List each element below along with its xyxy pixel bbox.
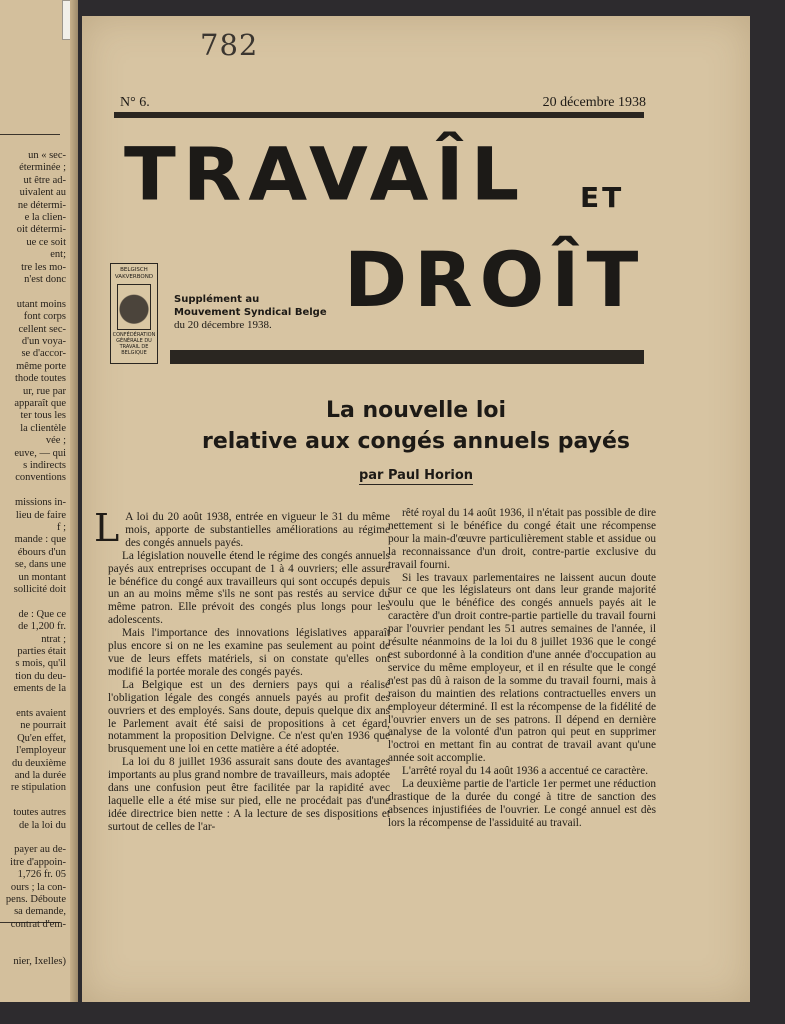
left-page-line: and la durée	[14, 770, 66, 781]
paragraph-text: rêté royal du 14 août 1936, il n'était pas possible de dire nettement si le bénéfice du congé était une récompense pour la main-d'œuvre particulièrement stable et assidue ou la reconnaissance d'un droit, contre-partie exclusive du travail fourni.	[388, 507, 656, 571]
left-page-line: ents avaient	[16, 708, 66, 719]
left-page-line: re stipulation	[10, 782, 66, 794]
left-page-line: éterminée ;	[19, 162, 66, 174]
left-page-line: ur, rue par	[22, 385, 66, 397]
left-page-line: f ;	[56, 522, 66, 533]
left-page-line: tre les mo-	[21, 261, 66, 273]
masthead-title-droit: DROÎT	[344, 235, 646, 324]
article-byline	[82, 468, 750, 483]
left-page-line: parties était	[17, 646, 66, 657]
left-page-line: oit détermi-	[16, 224, 66, 236]
left-page-line: s mois, qu'il	[15, 658, 66, 670]
page-number: 782	[200, 28, 259, 62]
left-page-line: toutes autres	[13, 807, 66, 819]
left-page-line: conventions	[15, 472, 66, 484]
left-page-line: ut être ad-	[23, 174, 66, 186]
left-page-line: pens. Déboute	[5, 894, 66, 905]
article-column-2	[388, 507, 656, 830]
left-page-line: n'est donc	[24, 274, 66, 285]
left-page-line: se, dans une	[14, 559, 66, 571]
left-page-line: 1,726 fr. 05	[17, 869, 66, 881]
paragraph-text: A loi du 20 août 1938, entrée en vigueur le 31 du même mois, apporte de substantielles améliorations au régime des congés annuels payés.	[125, 511, 390, 549]
logo-bottom-text: CONFÉDÉRATION GÉNÉRALE DU TRAVAIL DE BELGIQUE	[112, 332, 156, 356]
left-page-line: ours ; la con-	[10, 881, 66, 893]
article-paragraph	[108, 627, 390, 679]
paragraph-text: Mais l'importance des innovations législatives apparaît plus encore si on ne les examine pas seulement au point de vue de leurs effets matériels, si on constate qu'elles ont modifié la portée morale des congés payés.	[108, 627, 390, 678]
article-paragraph	[388, 765, 656, 778]
left-page-line: l'employeur	[16, 745, 66, 757]
left-page-line: Qu'en effet,	[17, 732, 66, 744]
article-paragraph	[94, 506, 390, 550]
left-page-line: s indirects	[23, 460, 66, 471]
left-page-line: cellent sec-	[18, 323, 66, 335]
left-page-line: d'un voya-	[21, 336, 66, 347]
left-page-line: apparaît que	[14, 398, 66, 409]
logo-top-text: BELGISCH VAKVERBOND	[114, 267, 154, 280]
supplement-line: Supplément au	[174, 294, 260, 305]
left-page-line: ements de la	[13, 683, 66, 695]
left-page-line: e la clien-	[24, 212, 66, 223]
globe-emblem-icon	[117, 284, 151, 330]
left-page-line: ntrat ;	[41, 633, 66, 645]
paragraph-text: La deuxième partie de l'article 1er permet une réduction drastique de la durée du congé à titre de sanction des absences injustifiées de l'ouvrier. Le congé annuel est dès lors la récompense de l'assiduité au travail.	[388, 778, 656, 829]
masthead-title-travail: TRAVAÎL	[124, 131, 527, 217]
left-page-line: mande : que	[14, 534, 66, 546]
paragraph-text: La législation nouvelle étend le régime des congés annuels payés aux entreprises occupant de 1 à 4 ouvriers; elle assure le bénéfice du congé aux travailleurs qui sont occupés depuis un an au moins même s'ils ne sont pas restés au service du même patron. Elle prévoit des congés plus longs pour les adolescents.	[108, 549, 390, 627]
supplement-line: Mouvement Syndical Belge	[174, 306, 327, 318]
left-page-line: ent;	[50, 249, 66, 261]
book-gutter	[70, 0, 78, 1002]
article-column-1	[94, 506, 390, 834]
left-facing-page	[0, 0, 78, 1002]
left-page-line: se d'accor-	[21, 348, 66, 360]
left-page-line: thode toutes	[14, 373, 66, 385]
left-page-line: ue ce soit	[26, 236, 66, 248]
left-page-line: payer au de-	[14, 844, 66, 856]
left-page-line: contrat d'em-	[10, 918, 66, 930]
article-paragraph	[388, 778, 656, 830]
left-page-line: font corps	[23, 311, 66, 323]
article-headline: relative aux congés annuels payés	[201, 429, 631, 454]
left-page-line: sollicité doit	[13, 584, 66, 595]
left-page-line: ébours d'un	[17, 546, 66, 558]
drop-cap: L	[94, 506, 120, 550]
left-page-line: ter tous les	[20, 410, 66, 422]
left-page-line: de : Que ce	[18, 608, 66, 620]
article-paragraph	[108, 756, 390, 833]
paragraph-text: L'arrêté royal du 14 août 1936 a accentué ce caractère.	[402, 765, 649, 778]
left-page-line: la clientèle	[20, 422, 66, 434]
newspaper-page	[82, 16, 750, 1002]
left-page-line: itre d'appoin-	[10, 856, 66, 868]
paragraph-text: La loi du 8 juillet 1936 assurait sans doute des avantages importants au plus grand nombre de travailleurs, mais adoptée dans une confusion peut être facilitée par la rapidité avec laquelle elle a été mise sur pied, elle ne procédait pas d'une idée directrice bien nette : A la lecture de ses dispositions et surtout de celles de l'ar-	[108, 756, 390, 833]
article-paragraph	[388, 572, 656, 766]
left-page-line: missions in-	[14, 497, 66, 509]
masthead-bottom-rule	[170, 350, 644, 364]
masthead-top-rule	[114, 112, 644, 118]
left-page-line: même porte	[16, 360, 66, 372]
left-page-line: du deuxième	[12, 757, 66, 769]
article-headline: La nouvelle loi	[325, 398, 507, 423]
byline-text: par Paul Horion	[358, 468, 474, 483]
paragraph-text: La Belgique est un des derniers pays qui a réalisé l'obligation légale des congés annuels payés au profit des ouvriers et des employés. Sans doute, depuis quelque dix ans le Parlement avait été saisi de propositions à cet égard, notamment la proposition Delvigne. Ce n'est qu'en 1936 que brusquement une loi en cette matière a été adoptée.	[108, 678, 390, 756]
left-page-line: tion du deu-	[15, 670, 66, 682]
article-paragraph	[388, 507, 656, 572]
left-page-line: ne pourrait	[20, 720, 66, 732]
left-page-line: sa demande,	[14, 906, 66, 918]
left-page-line: uivalent au	[19, 187, 66, 199]
left-page-line: ne détermi-	[17, 199, 66, 211]
issue-date: 20 décembre 1938	[542, 95, 646, 110]
left-page-line: nier, Ixelles)	[13, 956, 66, 967]
issue-number: N° 6.	[120, 95, 150, 110]
left-page-line: de la loi du	[19, 819, 66, 831]
article-paragraph	[108, 679, 390, 756]
supplement-note	[174, 294, 327, 332]
left-page-line: utant moins	[16, 298, 66, 310]
divider	[0, 134, 60, 135]
masthead-title-et: ET	[580, 181, 625, 214]
paragraph-text: Si les travaux parlementaires ne laissent aucun doute sur ce que les législateurs ont dans leur grande majorité voulu que le bénéfice des congés annuels payés ait le caractère d'un droit contre-partie partielle du travail fourni par l'ouvrier pendant les 51 autres semaines de l'année, il résulte néanmoins de la loi du 8 juillet 1936 que le congé est subordonné à la condition d'une année d'occupation au service du même employeur, et il en résulte que le congé n'est pas dû à raison de la somme du travail fourni, mais à raison du maintien des relations contractuelles envers un employeur déterminé. Il est la récompense de la fidélité de l'ouvrier envers un de ses patrons. Il dépend en dernière analyse de la volonté d'un patron qui peut en supprimer l'octroi en mettant fin au contrat de travail avant qu'une année soit accomplie.	[388, 571, 656, 765]
left-page-line: de 1,200 fr.	[18, 621, 66, 633]
left-page-line: vée ;	[45, 435, 66, 447]
union-logo	[110, 263, 158, 364]
left-page-line: lieu de faire	[15, 509, 66, 521]
left-page-line: un montant	[18, 571, 66, 583]
article-paragraph	[108, 550, 390, 627]
left-page-line: euve, — qui	[14, 447, 66, 459]
left-page-line: un « sec-	[28, 150, 66, 161]
supplement-line: du 20 décembre 1938.	[174, 319, 272, 331]
